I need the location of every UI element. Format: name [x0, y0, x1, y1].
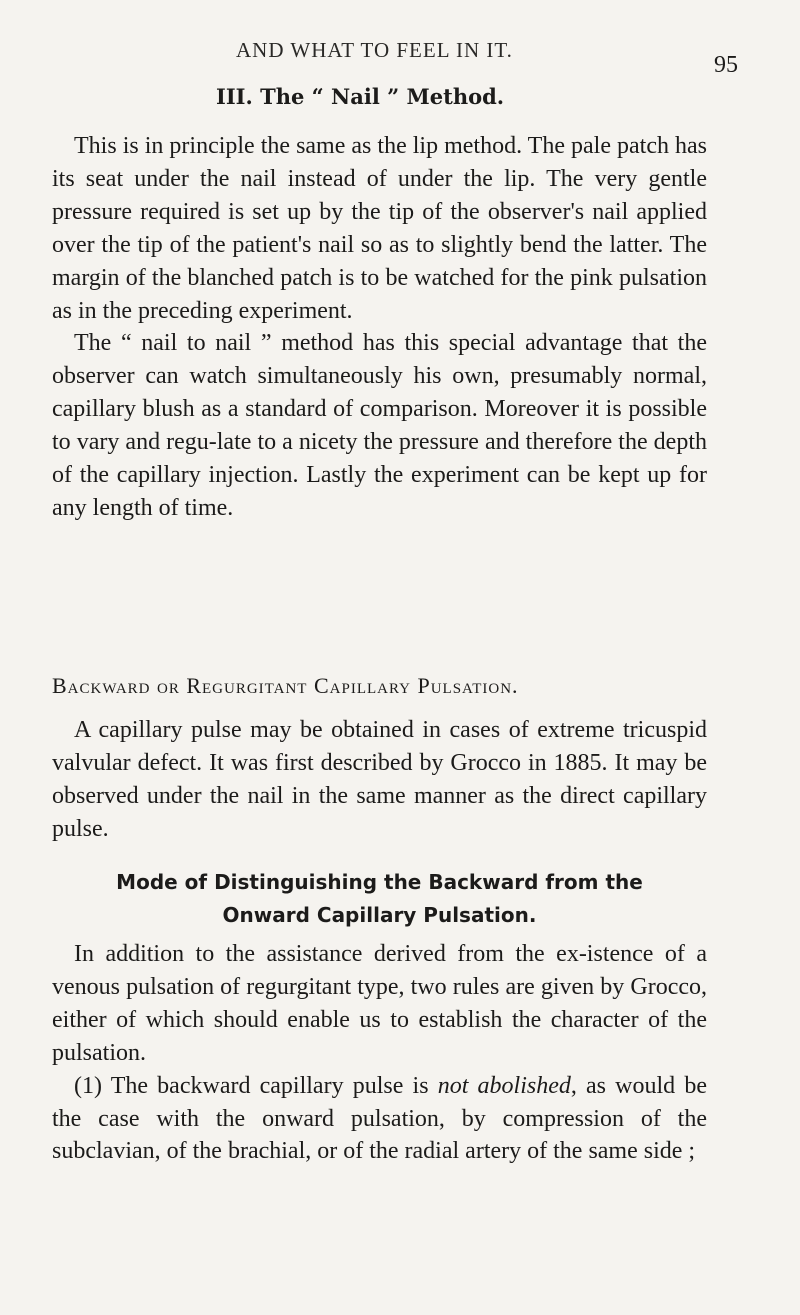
section-heading-backward-pulsation: Backward or Regurgitant Capillary Pulsation.	[52, 673, 519, 698]
page-number: 95	[714, 52, 738, 78]
paragraph-5-before: (1) The backward capillary pulse is	[74, 1072, 438, 1099]
paragraph-5-after: , as would be the case with the onward pulsation, by compression of the subclavian, of the brachial, or of the radial artery of the same side ;	[52, 1072, 707, 1165]
section-heading-mode	[52, 866, 707, 932]
section-heading-nail-method: III. The “ Nail ” Method.	[216, 84, 505, 109]
paragraph-nail-method	[52, 130, 707, 525]
paragraph-backward	[52, 714, 707, 846]
running-header: AND WHAT TO FEEL IN IT.	[236, 38, 513, 62]
mode-heading-line-2: Onward Capillary Pulsation.	[222, 903, 537, 927]
paragraph-5	[52, 1070, 707, 1169]
paragraph-mode	[52, 938, 707, 1168]
paragraph-1: This is in principle the same as the lip method. The pale patch has its seat under the nail instead of under the lip. The very gentle pressure required is set up by the tip of the observer's nail applied over the tip of the patient's nail so as to slightly bend the latter. The margin of the blanched patch is to be watched for the pink pulsation as in the preceding experiment.	[52, 133, 707, 324]
paragraph-5-italic: not abolished	[437, 1072, 571, 1099]
paragraph-3: A capillary pulse may be obtained in cases of extreme tricuspid valvular defect. It was first described by Grocco in 1885. It may be observed under the nail in the same manner as the direct capillary pulse.	[52, 717, 707, 842]
paragraph-4: In addition to the assistance derived from the ex-istence of a venous pulsation of regurgitant type, two rules are given by Grocco, either of which should enable us to establish the character of the pulsation.	[52, 941, 707, 1066]
mode-heading-line-1: Mode of Distinguishing the Backward from the	[116, 870, 643, 894]
paragraph-2: The “ nail to nail ” method has this special advantage that the observer can watch simultaneously his own, presumably normal, capillary blush as a standard of comparison. Moreover it is possible to vary and regu-late to a nicety the pressure and therefore the depth of the capillary injection. Lastly the experiment can be kept up for any length of time.	[52, 330, 707, 521]
